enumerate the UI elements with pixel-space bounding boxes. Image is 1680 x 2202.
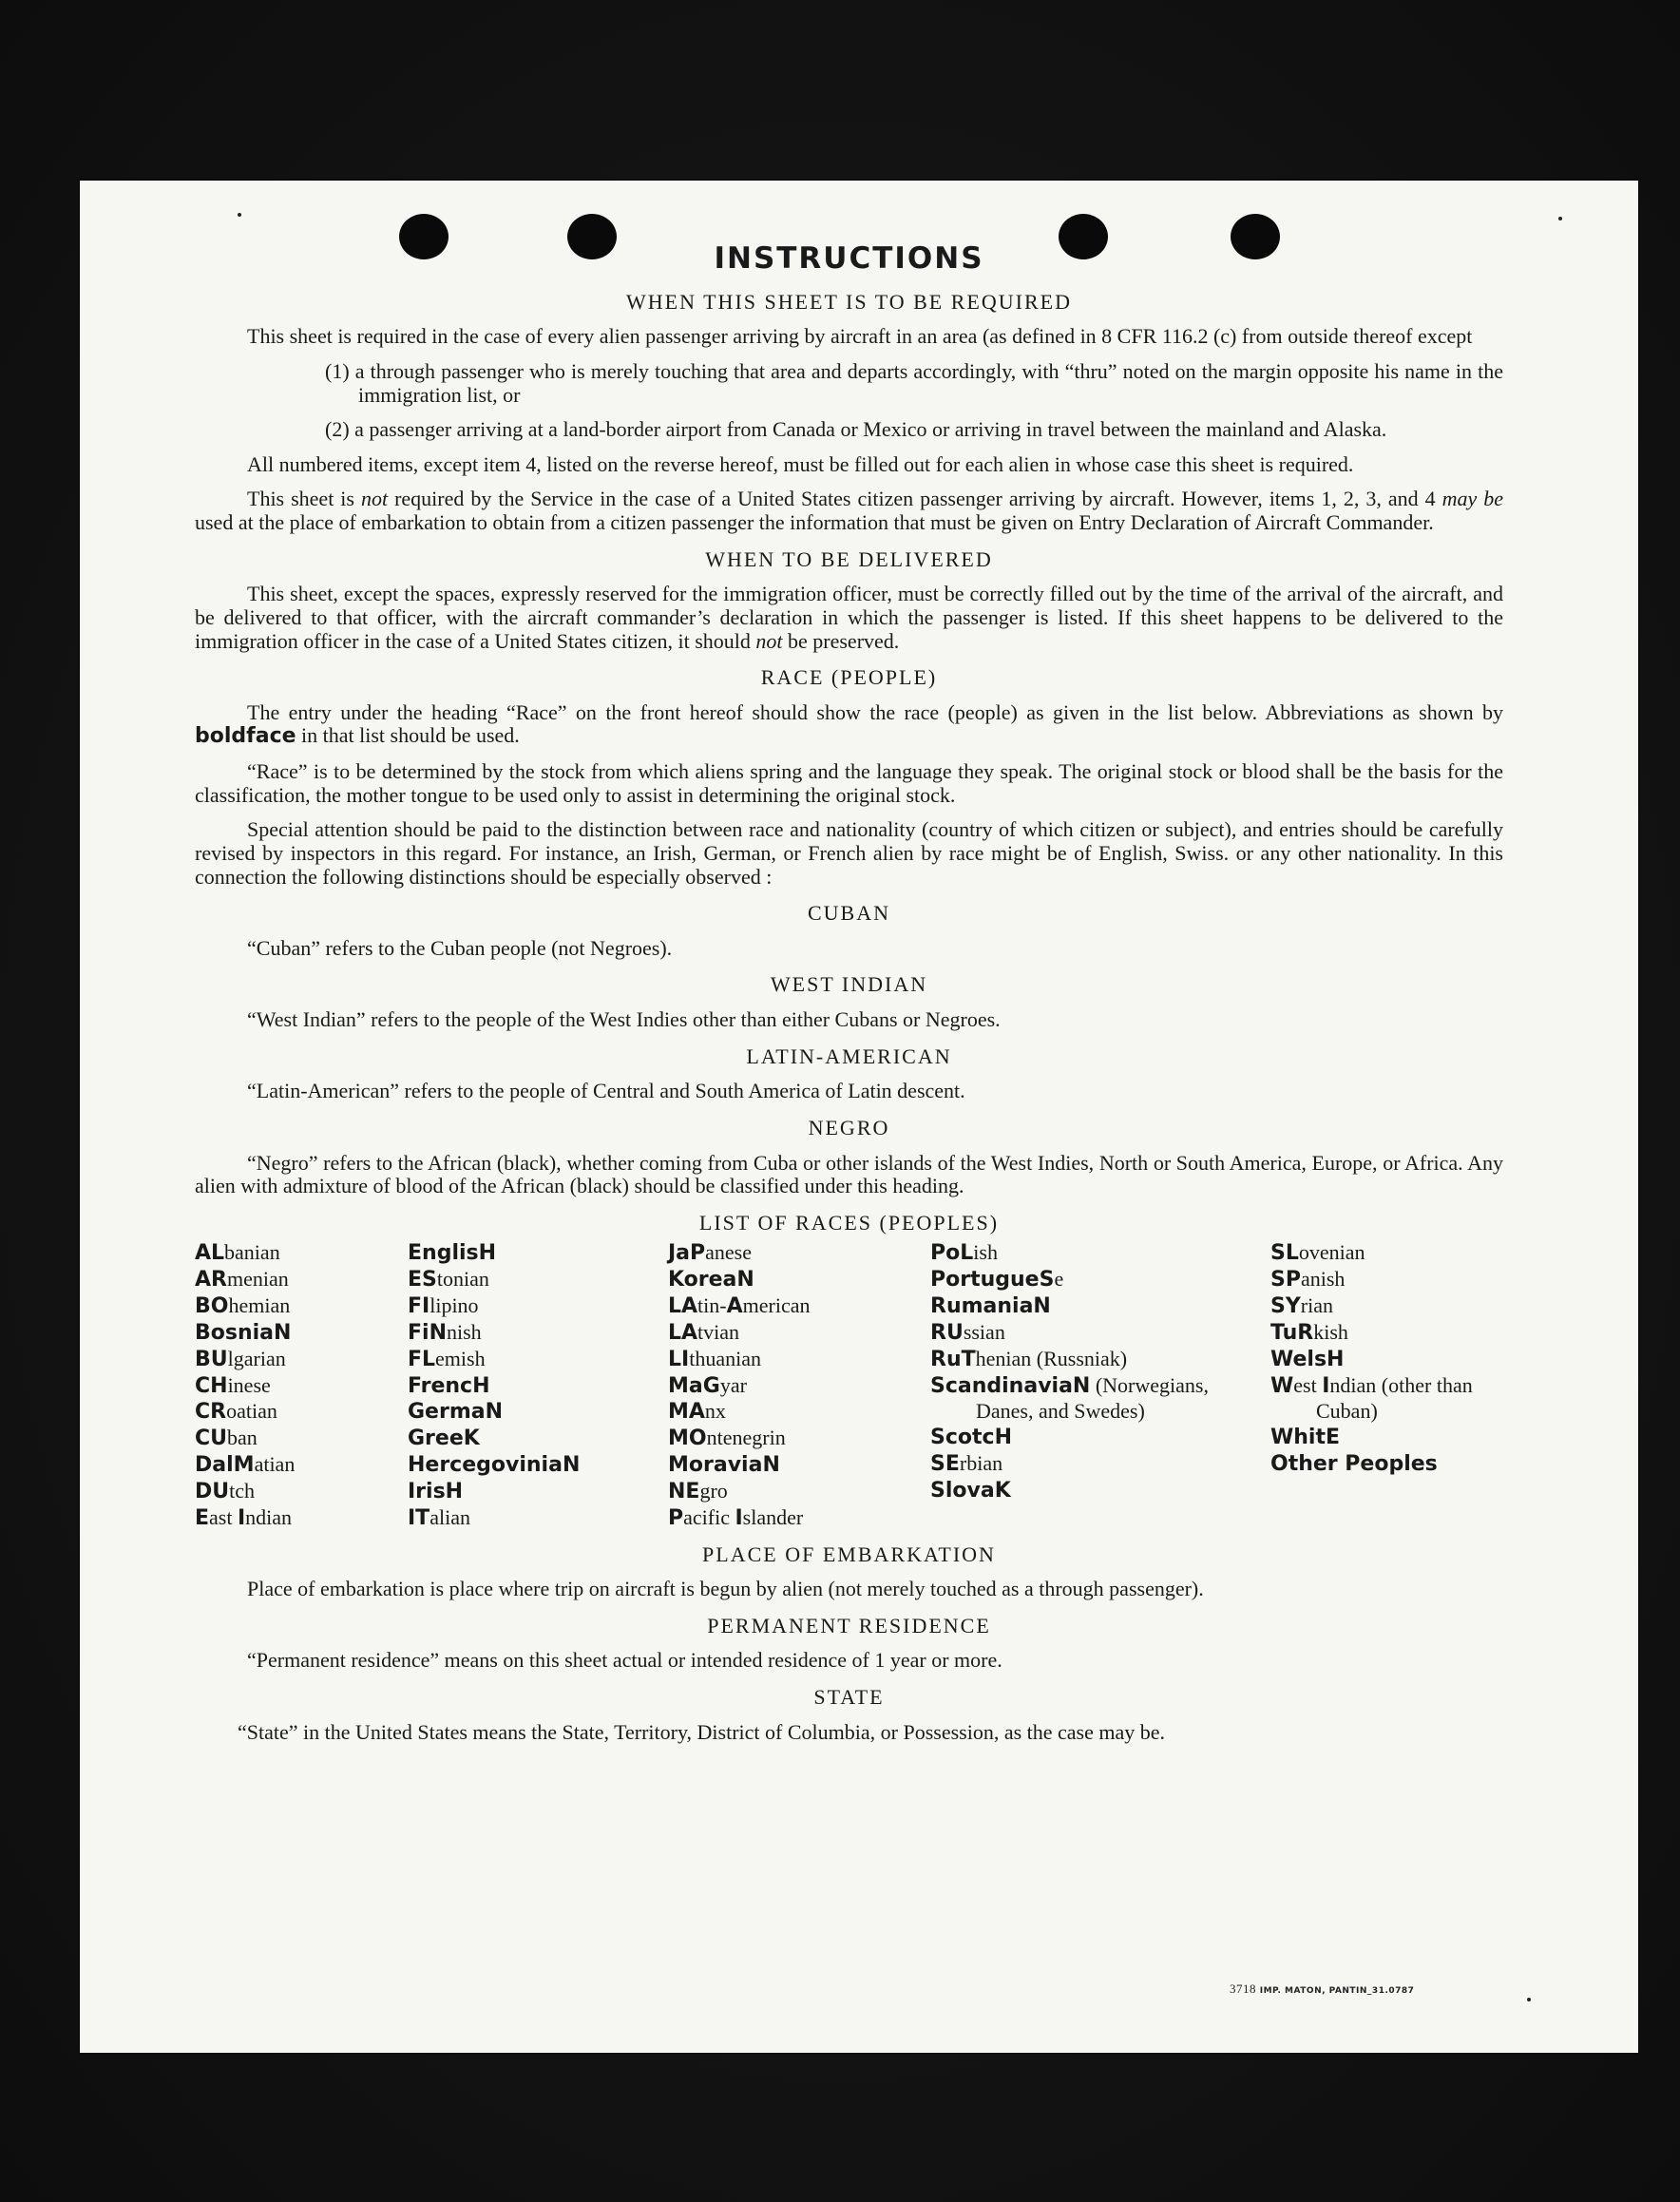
race-item: MoraviaN <box>668 1453 780 1478</box>
race-item: HercegoviniaN <box>408 1453 581 1478</box>
section-heading: CUBAN <box>807 901 890 926</box>
race-item: CHinese <box>195 1372 271 1398</box>
emphasis: not <box>755 628 783 653</box>
paragraph <box>195 583 1503 653</box>
race-item: Other Peoples <box>1270 1452 1438 1477</box>
race-item: CUban <box>195 1426 258 1451</box>
speck <box>1558 217 1562 220</box>
race-item: RumaniaN <box>930 1294 1051 1319</box>
section-heading: LIST OF RACES (PEOPLES) <box>698 1210 1000 1235</box>
race-item: BosniaN <box>195 1320 292 1345</box>
race-item: NEgro <box>668 1478 728 1503</box>
text: This sheet is <box>247 487 361 511</box>
race-item: Pacific Islander <box>668 1504 804 1530</box>
paragraph: “Negro” refers to the African (black), whether coming from Cuba or other islands of the West Indies, North or South America, Europe, or Africa. Any alien with admixture of blood of the African (black) should be classified under this heading. <box>195 1150 1503 1198</box>
race-item: IrisH <box>408 1479 464 1503</box>
race-item: BUlgarian <box>195 1346 286 1371</box>
race-item: SYrian <box>1270 1293 1333 1319</box>
section-heading: STATE <box>813 1685 885 1710</box>
text: used at the place of embarkation to obtain from a citizen passenger the information that must be given on Entry Declaration of Aircraft Commander. <box>195 510 1434 535</box>
race-item: PoLish <box>930 1240 998 1266</box>
form-number: 3718 <box>1230 1982 1256 1996</box>
speck <box>1527 1998 1531 2001</box>
race-item: SErbian <box>930 1451 1003 1477</box>
emphasis: may be <box>1441 487 1503 511</box>
text: required by the Service in the case of a United States citizen passenger arriving by aircraft. However, items 1, 2, 3, and 4 <box>388 487 1442 511</box>
paragraph: “Permanent residence” means on this sheet actual or intended residence of 1 year or more. <box>247 1648 1002 1673</box>
race-item: MaGyar <box>668 1372 747 1398</box>
paragraph: Place of embarkation is place where trip on aircraft is begun by alien (not merely touched as a through passenger). <box>247 1577 1204 1601</box>
race-item: MAnx <box>668 1399 726 1425</box>
race-item: EnglisH <box>408 1241 497 1266</box>
race-column <box>668 1240 930 1531</box>
race-item: FIlipino <box>408 1293 479 1319</box>
page-title: INSTRUCTIONS <box>714 241 984 276</box>
section-heading: RACE (PEOPLE) <box>760 665 938 690</box>
race-item: GreeK <box>408 1427 480 1451</box>
race-item: FiNnish <box>408 1319 482 1345</box>
printer-imprint <box>1230 1982 1414 1997</box>
race-item: ScotcH <box>930 1426 1012 1450</box>
paragraph: This sheet is required in the case of every alien passenger arriving by aircraft in an area (as defined in 8 CFR 116.2 (c) from outside thereof except <box>247 324 1473 349</box>
paragraph: “Cuban” refers to the Cuban people (not Negroes). <box>247 935 673 960</box>
race-item: West Indian (other than Cuban) <box>1270 1372 1473 1424</box>
paragraph: “State” in the United States means the State, Territory, District of Columbia, or Possession, as the case may be. <box>238 1719 1166 1744</box>
paragraph: “West Indian” refers to the people of the West Indies other than either Cubans or Negroes. <box>247 1007 1001 1032</box>
text: in that list should be used. <box>296 723 520 748</box>
race-item: East Indian <box>195 1504 293 1530</box>
speck <box>238 213 241 217</box>
race-item: MOntenegrin <box>668 1426 786 1451</box>
race-item: TuRkish <box>1270 1319 1348 1345</box>
text: be preserved. <box>782 628 900 653</box>
printer-name: IMP. MATON, PANTIN_31.0787 <box>1259 1986 1415 1996</box>
race-item: GermaN <box>408 1400 504 1425</box>
race-column <box>1270 1240 1503 1531</box>
race-item: ScandinaviaN (Norwegians, Danes, and Swedes) <box>930 1372 1209 1424</box>
section-heading: PERMANENT RESIDENCE <box>707 1613 991 1637</box>
race-item: LIthuanian <box>668 1346 761 1371</box>
race-item: SLovenian <box>1270 1240 1365 1266</box>
race-item: RUssian <box>930 1319 1005 1345</box>
race-item: FLemish <box>408 1346 486 1371</box>
race-item: LAtin-American <box>668 1293 811 1319</box>
race-column <box>930 1240 1270 1531</box>
paragraph: “Race” is to be determined by the stock from which aliens spring and the language they speak. The original stock or blood shall be the basis for the classification, the mother tongue to be used only to assist in determining the original stock. <box>195 759 1503 807</box>
race-item: SPanish <box>1270 1267 1346 1292</box>
paragraph: “Latin-American” refers to the people of Central and South America of Latin descent. <box>247 1079 965 1103</box>
race-item: EStonian <box>408 1267 489 1292</box>
section-heading: PLACE OF EMBARKATION <box>702 1541 996 1566</box>
race-item: DalMatian <box>195 1452 296 1478</box>
race-item: PortugueSe <box>930 1267 1064 1292</box>
paragraph: All numbered items, except item 4, listed on the reverse hereof, must be filled out for each alien in whose case this sheet is required. <box>247 451 1354 476</box>
race-item: SlovaK <box>930 1478 1011 1503</box>
section-heading: WEST INDIAN <box>770 972 928 997</box>
paragraph: Special attention should be paid to the distinction between race and nationality (country of which citizen or subject), and entries should be carefully revised by inspectors in this regard. For instance, an Irish, German, or French alien by race might be of English, Swiss. or any other nationality. In this connection the following distinctions should be especially observed : <box>195 817 1503 889</box>
list-item: (2) a passenger arriving at a land-border airport from Canada or Mexico or arriving in travel between the mainland and Alaska. <box>325 417 1387 442</box>
race-item: KoreaN <box>668 1268 754 1292</box>
race-item: LAtvian <box>668 1319 740 1345</box>
list-item: (1) a through passenger who is merely touching that area and departs accordingly, with “thru” noted on the margin opposite his name in the immigration list, or <box>325 358 1503 407</box>
section-heading: WHEN TO BE DELIVERED <box>705 546 993 571</box>
race-column <box>195 1240 408 1531</box>
race-list <box>195 1240 1503 1531</box>
race-item: RuThenian (Russniak) <box>930 1346 1128 1371</box>
race-item: WelsH <box>1270 1347 1345 1371</box>
paragraph <box>195 701 1503 749</box>
boldface-word: boldface <box>195 724 296 749</box>
race-item: ALbanian <box>195 1240 280 1266</box>
text: This sheet, except the spaces, expressly reserved for the immigration officer, must be correctly filled out by the time of the arrival of the aircraft, and be delivered to that officer, with the aircraft commander’s declaration in which the passenger is listed. If this sheet happens to be delivered to the immigration officer in the case of a United States citizen, it should <box>195 582 1503 653</box>
race-item: DUtch <box>195 1478 256 1503</box>
race-item: JaPanese <box>668 1240 753 1266</box>
emphasis: not <box>360 487 389 511</box>
race-item: WhitE <box>1270 1426 1341 1450</box>
instructions-content <box>195 242 1503 1755</box>
race-column <box>408 1240 668 1531</box>
race-item: ITalian <box>408 1504 470 1530</box>
text: The entry under the heading “Race” on the front hereof should show the race (people) as given in the list below. Abbreviations as shown by <box>247 699 1503 724</box>
race-item: BOhemian <box>195 1293 291 1319</box>
paragraph <box>195 488 1503 534</box>
race-item: CRoatian <box>195 1399 277 1425</box>
section-heading: WHEN THIS SHEET IS TO BE REQUIRED <box>626 289 1072 314</box>
race-item: FrencH <box>408 1373 490 1398</box>
section-heading: LATIN-AMERICAN <box>746 1044 952 1068</box>
section-heading: NEGRO <box>808 1115 890 1139</box>
race-item: ARmenian <box>195 1267 289 1292</box>
